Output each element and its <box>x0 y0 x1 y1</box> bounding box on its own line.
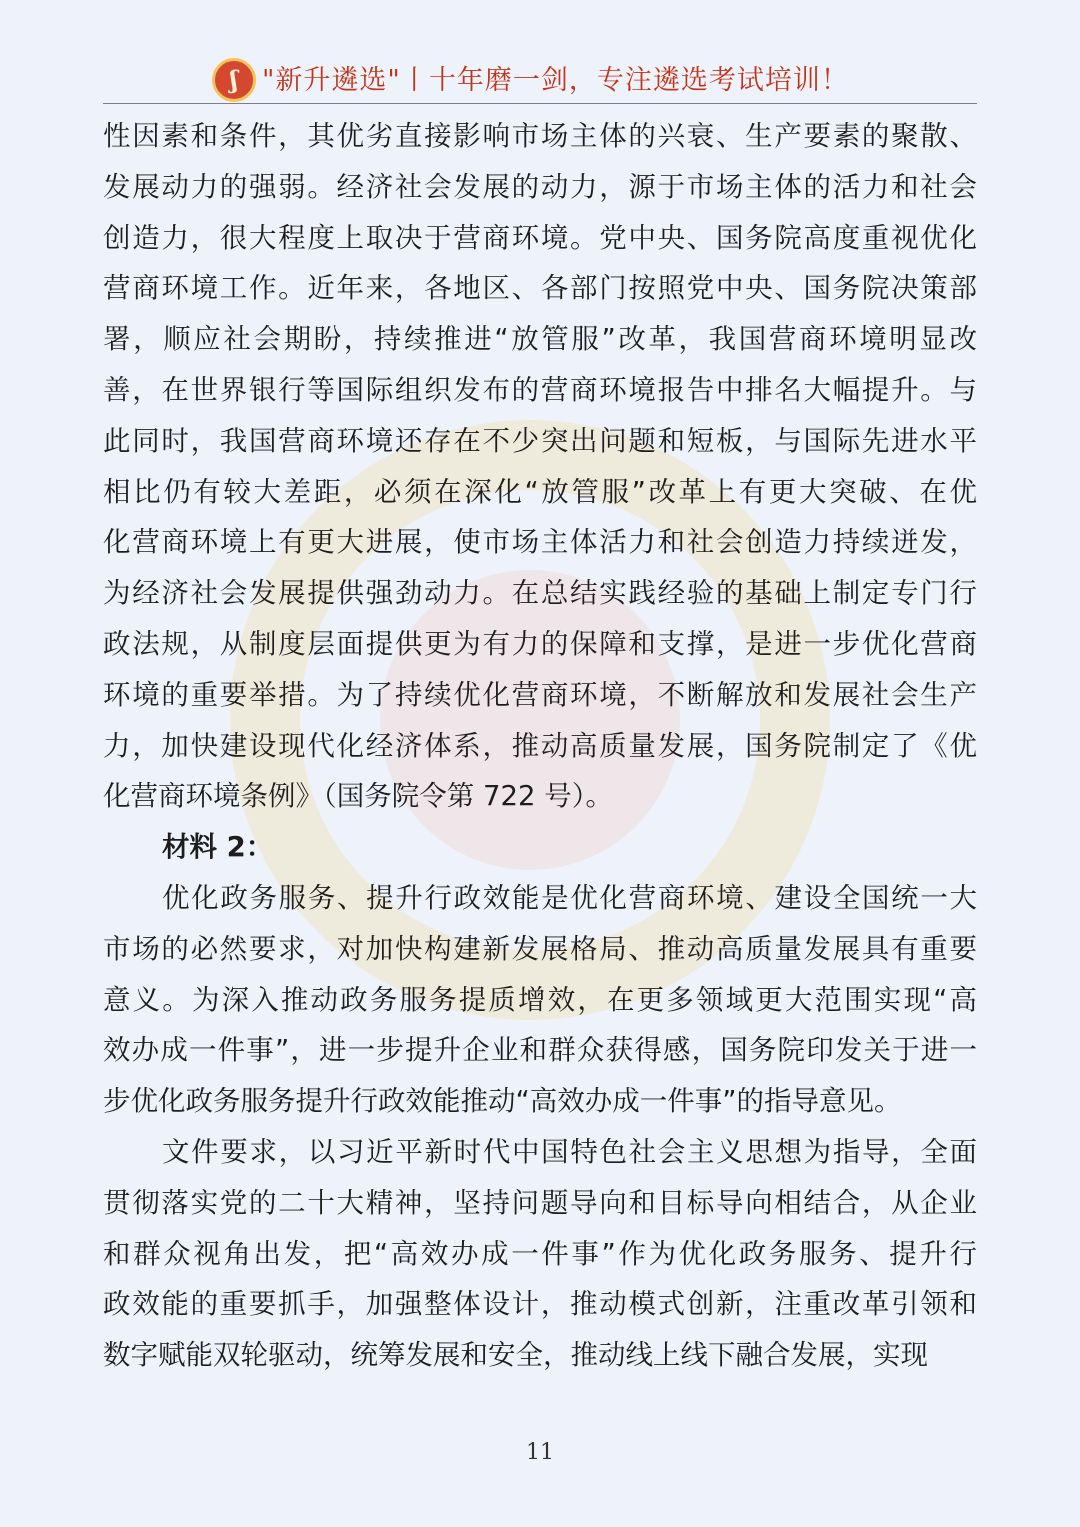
paragraph <box>103 111 977 822</box>
text-line: 政法规，从制度层面提供更为有力的保障和支撑，是进一步优化营商 <box>103 627 977 660</box>
paragraph <box>103 1127 977 1381</box>
text-line: 和群众视角出发，把“高效办成一件事”作为优化政务服务、提升行 <box>103 1237 977 1270</box>
text-line: 营商环境工作。近年来，各地区、各部门按照党中央、国务院决策部 <box>103 272 977 305</box>
brand-logo-icon: ʃ <box>212 58 256 102</box>
page-number: 11 <box>526 1440 554 1465</box>
text-line: 化营商环境上有更大进展，使市场主体活力和社会创造力持续迸发， <box>103 526 977 559</box>
text-line: 善，在世界银行等国际组织发布的营商环境报告中排名大幅提升。与 <box>103 373 977 406</box>
text-line: 意义。为深入推动政务服务提质增效，在更多领域更大范围实现“高 <box>103 983 977 1016</box>
text-line: 性因素和条件，其优劣直接影响市场主体的兴衰、生产要素的聚散、 <box>103 120 977 152</box>
header-divider <box>103 103 977 104</box>
text-line: 此同时，我国营商环境还存在不少突出问题和短板，与国际先进水平 <box>103 424 977 457</box>
text-line: 政效能的重要抓手，加强整体设计，推动模式创新，注重改革引领和 <box>103 1288 977 1321</box>
text-line: 效办成一件事”，进一步提升企业和群众获得感，国务院印发关于进一 <box>103 1034 977 1067</box>
text-line: 化营商环境条例》（国务院令第 722 号）。 <box>103 780 613 813</box>
paragraph <box>103 873 977 1127</box>
document-body <box>103 111 977 1381</box>
header-slogan: "新升遴选"丨十年磨一剑，专注遴选考试培训！ <box>262 65 849 96</box>
text-line: 材料 2： <box>162 831 274 864</box>
page-header <box>0 0 1080 104</box>
text-line: 为经济社会发展提供强劲动力。在总结实践经验的基础上制定专门行 <box>103 577 977 610</box>
text-line: 发展动力的强弱。经济社会发展的动力，源于市场主体的活力和社会 <box>103 170 977 203</box>
text-line: 步优化政务服务提升行政效能推动“高效办成一件事”的指导意见。 <box>103 1085 902 1118</box>
text-line: 优化政务服务、提升行政效能是优化营商环境、建设全国统一大 <box>162 881 977 914</box>
text-line: 贯彻落实党的二十大精神，坚持问题导向和目标导向相结合，从企业 <box>103 1186 977 1219</box>
text-line: 文件要求，以习近平新时代中国特色社会主义思想为指导，全面 <box>162 1135 977 1168</box>
section-heading <box>103 822 977 873</box>
text-line: 相比仍有较大差距，必须在深化“放管服”改革上有更大突破、在优 <box>103 475 977 508</box>
text-line: 署，顺应社会期盼，持续推进“放管服”改革，我国营商环境明显改 <box>103 323 977 356</box>
text-line: 环境的重要举措。为了持续优化营商环境，不断解放和发展社会生产 <box>103 678 977 711</box>
text-line: 数字赋能双轮驱动，统筹发展和安全，推动线上线下融合发展，实现 <box>103 1339 928 1372</box>
text-line: 创造力，很大程度上取决于营商环境。党中央、国务院高度重视优化 <box>103 221 977 254</box>
text-line: 市场的必然要求，对加快构建新发展格局、推动高质量发展具有重要 <box>103 932 977 965</box>
text-line: 力，加快建设现代化经济体系，推动高质量发展，国务院制定了《优 <box>103 729 977 762</box>
